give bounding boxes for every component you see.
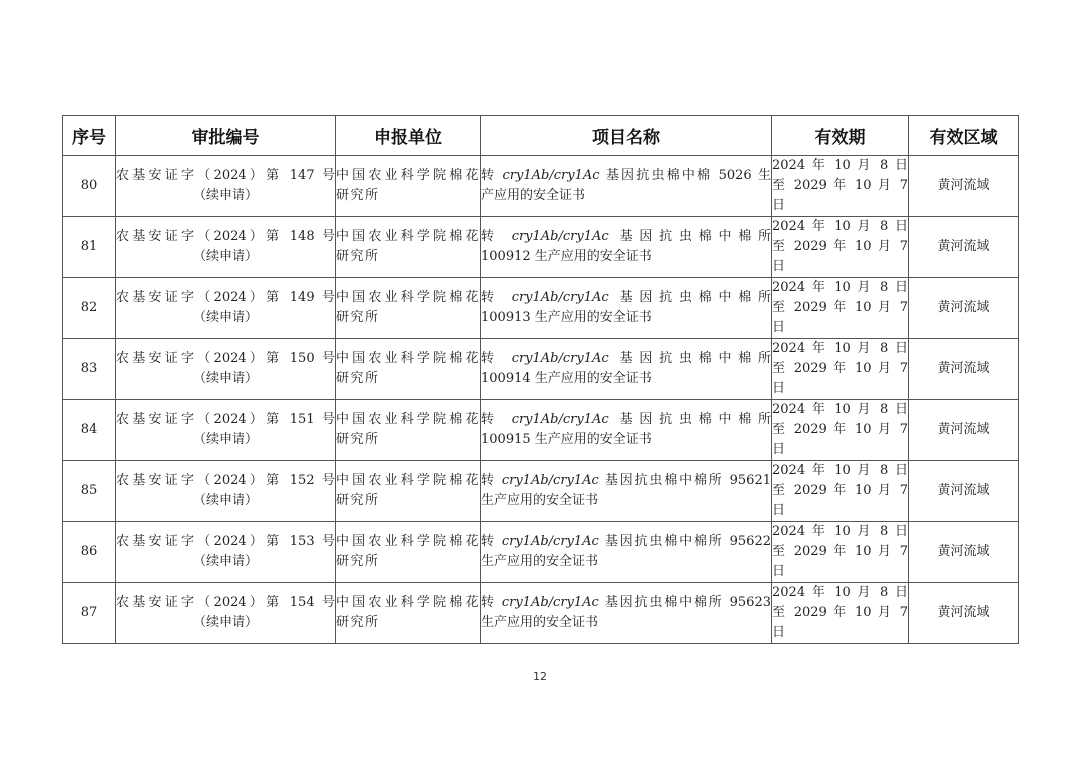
validity-end: 至 2029 年 10 月 7 (772, 483, 908, 498)
validity-start: 2024 年 10 月 8 日 (772, 158, 908, 173)
cell-project-name (481, 217, 772, 278)
gene-name: cry1Ab/cry1Ac (501, 595, 599, 610)
project-name-rest: 基因抗虫棉中棉所 95621 (598, 473, 771, 488)
project-name-rest: 基因抗虫棉中棉所 (608, 229, 771, 244)
cell-approval-number (116, 583, 336, 644)
cell-valid-region: 黄河流域 (909, 522, 1019, 583)
project-name-rest: 基因抗虫棉中棉所 95623 (598, 595, 771, 610)
validity-end-tail: 日 (772, 564, 786, 579)
table-row (63, 461, 1019, 522)
cell-validity-period (772, 217, 909, 278)
header-seq: 序号 (63, 116, 116, 156)
project-prefix: 转 (481, 229, 512, 244)
project-name-line2: 生产应用的安全证书 (481, 615, 599, 630)
cell-approval-number (116, 400, 336, 461)
cell-approval-number (116, 156, 336, 217)
cell-seq: 80 (63, 156, 116, 217)
cell-approval-number (116, 278, 336, 339)
cell-validity-period (772, 583, 909, 644)
cell-project-name (481, 583, 772, 644)
header-applicant-unit: 申报单位 (336, 116, 481, 156)
cell-validity-period (772, 522, 909, 583)
project-name-line2: 生产应用的安全证书 (481, 554, 599, 569)
validity-start: 2024 年 10 月 8 日 (772, 341, 908, 356)
cell-validity-period (772, 400, 909, 461)
cell-applicant-unit: 中国农业科学院棉花研究所 (336, 217, 481, 278)
validity-start: 2024 年 10 月 8 日 (772, 463, 908, 478)
validity-end-tail: 日 (772, 442, 786, 457)
table-row (63, 217, 1019, 278)
cell-seq: 81 (63, 217, 116, 278)
header-valid-region: 有效区域 (909, 116, 1019, 156)
project-name-rest: 基因抗虫棉中棉所 95622 (598, 534, 771, 549)
cell-valid-region: 黄河流域 (909, 461, 1019, 522)
project-name-rest: 基因抗虫棉中棉所 (608, 412, 771, 427)
gene-name: cry1Ab/cry1Ac (511, 412, 609, 427)
cell-seq: 87 (63, 583, 116, 644)
gene-name: cry1Ab/cry1Ac (501, 473, 599, 488)
table-row (63, 278, 1019, 339)
validity-end-tail: 日 (772, 198, 786, 213)
cell-project-name (481, 461, 772, 522)
cell-valid-region: 黄河流域 (909, 217, 1019, 278)
gene-name: cry1Ab/cry1Ac (502, 168, 600, 183)
cell-seq: 86 (63, 522, 116, 583)
project-prefix: 转 (481, 595, 502, 610)
cell-seq: 82 (63, 278, 116, 339)
table-row (63, 522, 1019, 583)
cell-approval-number (116, 217, 336, 278)
cell-approval-number (116, 339, 336, 400)
renewal-note: （续申请） (192, 493, 258, 508)
gene-name: cry1Ab/cry1Ac (511, 290, 609, 305)
renewal-note: （续申请） (192, 188, 258, 203)
cell-seq: 84 (63, 400, 116, 461)
cell-valid-region: 黄河流域 (909, 400, 1019, 461)
project-prefix: 转 (481, 534, 502, 549)
gene-name: cry1Ab/cry1Ac (511, 229, 609, 244)
approval-table (62, 115, 1019, 644)
project-name-rest: 基因抗虫棉中棉所 (608, 351, 771, 366)
validity-end-tail: 日 (772, 320, 786, 335)
cell-project-name (481, 278, 772, 339)
renewal-note: （续申请） (192, 432, 258, 447)
project-prefix: 转 (481, 473, 502, 488)
project-name-line2: 100913 生产应用的安全证书 (481, 310, 652, 325)
cell-applicant-unit: 中国农业科学院棉花研究所 (336, 400, 481, 461)
table-row (63, 156, 1019, 217)
cell-approval-number (116, 522, 336, 583)
validity-start: 2024 年 10 月 8 日 (772, 524, 908, 539)
approval-number-text: 农基安证字（2024）第 152 号 (116, 473, 335, 488)
cell-validity-period (772, 278, 909, 339)
project-prefix: 转 (481, 290, 512, 305)
cell-validity-period (772, 461, 909, 522)
cell-seq: 85 (63, 461, 116, 522)
renewal-note: （续申请） (192, 310, 258, 325)
project-name-line2: 100914 生产应用的安全证书 (481, 371, 652, 386)
validity-end: 至 2029 年 10 月 7 (772, 544, 908, 559)
cell-applicant-unit: 中国农业科学院棉花研究所 (336, 583, 481, 644)
approval-number-text: 农基安证字（2024）第 150 号 (116, 351, 335, 366)
validity-end: 至 2029 年 10 月 7 (772, 300, 908, 315)
approval-number-text: 农基安证字（2024）第 151 号 (116, 412, 335, 427)
header-approval-number: 审批编号 (116, 116, 336, 156)
validity-end: 至 2029 年 10 月 7 (772, 239, 908, 254)
cell-applicant-unit: 中国农业科学院棉花研究所 (336, 522, 481, 583)
project-name-rest: 基因抗虫棉中棉所 (608, 290, 771, 305)
cell-validity-period (772, 156, 909, 217)
cell-project-name (481, 339, 772, 400)
validity-end-tail: 日 (772, 381, 786, 396)
validity-start: 2024 年 10 月 8 日 (772, 219, 908, 234)
project-prefix: 转 (481, 412, 512, 427)
project-name-line2: 100912 生产应用的安全证书 (481, 249, 652, 264)
header-project-name: 项目名称 (481, 116, 772, 156)
project-name-line2: 生产应用的安全证书 (481, 493, 599, 508)
approval-number-text: 农基安证字（2024）第 154 号 (116, 595, 335, 610)
cell-valid-region: 黄河流域 (909, 278, 1019, 339)
renewal-note: （续申请） (192, 371, 258, 386)
validity-start: 2024 年 10 月 8 日 (772, 585, 908, 600)
validity-end-tail: 日 (772, 259, 786, 274)
project-name-line2: 100915 生产应用的安全证书 (481, 432, 652, 447)
cell-applicant-unit: 中国农业科学院棉花研究所 (336, 339, 481, 400)
cell-valid-region: 黄河流域 (909, 339, 1019, 400)
cell-project-name (481, 522, 772, 583)
table-row (63, 400, 1019, 461)
renewal-note: （续申请） (192, 249, 258, 264)
header-validity-period: 有效期 (772, 116, 909, 156)
gene-name: cry1Ab/cry1Ac (501, 534, 599, 549)
validity-end-tail: 日 (772, 625, 786, 640)
project-name-line2: 产应用的安全证书 (481, 188, 586, 203)
approval-number-text: 农基安证字（2024）第 148 号 (116, 229, 335, 244)
cell-validity-period (772, 339, 909, 400)
table-row (63, 583, 1019, 644)
cell-seq: 83 (63, 339, 116, 400)
cell-applicant-unit: 中国农业科学院棉花研究所 (336, 278, 481, 339)
validity-end: 至 2029 年 10 月 7 (772, 422, 908, 437)
validity-end: 至 2029 年 10 月 7 (772, 605, 908, 620)
gene-name: cry1Ab/cry1Ac (511, 351, 609, 366)
project-prefix: 转 (481, 168, 503, 183)
renewal-note: （续申请） (192, 615, 258, 630)
validity-end-tail: 日 (772, 503, 786, 518)
project-prefix: 转 (481, 351, 512, 366)
page-number: 12 (533, 670, 547, 683)
cell-project-name (481, 400, 772, 461)
validity-start: 2024 年 10 月 8 日 (772, 280, 908, 295)
validity-end: 至 2029 年 10 月 7 (772, 361, 908, 376)
cell-approval-number (116, 461, 336, 522)
validity-end: 至 2029 年 10 月 7 (772, 178, 908, 193)
table-row (63, 339, 1019, 400)
table-header-row (63, 116, 1019, 156)
cell-applicant-unit: 中国农业科学院棉花研究所 (336, 461, 481, 522)
approval-number-text: 农基安证字（2024）第 149 号 (116, 290, 335, 305)
cell-valid-region: 黄河流域 (909, 583, 1019, 644)
cell-applicant-unit: 中国农业科学院棉花研究所 (336, 156, 481, 217)
project-name-rest: 基因抗虫棉中棉 5026 生 (599, 168, 771, 183)
renewal-note: （续申请） (192, 554, 258, 569)
approval-number-text: 农基安证字（2024）第 147 号 (116, 168, 335, 183)
cell-project-name (481, 156, 772, 217)
validity-start: 2024 年 10 月 8 日 (772, 402, 908, 417)
cell-valid-region: 黄河流域 (909, 156, 1019, 217)
approval-number-text: 农基安证字（2024）第 153 号 (116, 534, 335, 549)
